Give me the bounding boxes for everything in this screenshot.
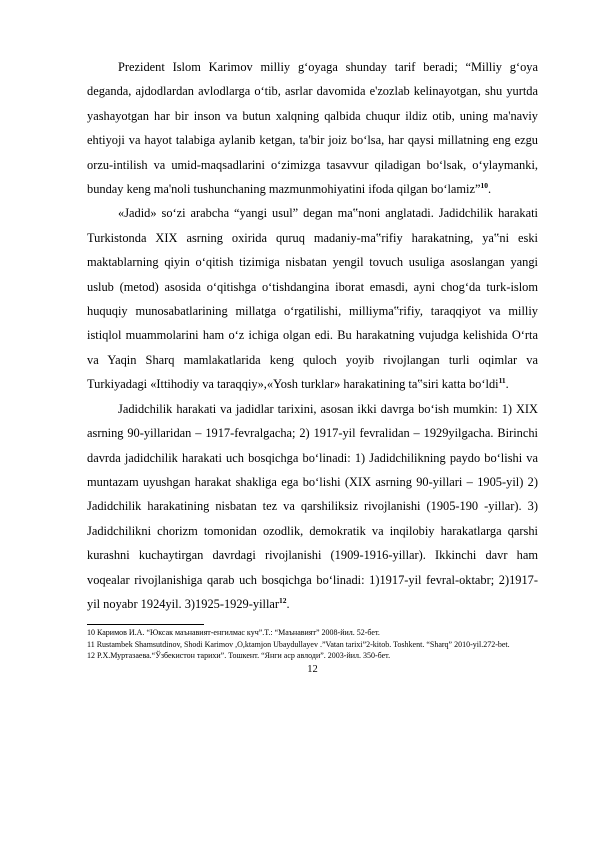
footnote-ref-10[interactable]: 10 <box>480 180 488 190</box>
paragraph-tail: . <box>286 596 290 611</box>
paragraph-milliy-goya <box>87 55 538 201</box>
footnote-ref-12[interactable]: 12 <box>279 595 287 605</box>
footnote-11: 11 Rustambek Shamsutdinov, Shodi Karimov ,O,ktamjon Ubaydullayev .”Vatan tarixi”2-kitob. Toshkent. “Sharq” 2010-yil.272-bet. <box>87 639 510 649</box>
page-number: 12 <box>307 663 318 675</box>
paragraph-jadid-definition <box>87 201 538 396</box>
paragraph-text: «Jadid» so‘zi arabcha “yangi usul” degan ma‟noni anglatadi. Jadidchilik harakati Turkistonda XIX asrning oxirida quruq madaniy-ma‟rifiy harakatning, ya‟ni eski maktablarning qiyin o‘qitish tizimiga nisbatan yengil tovuch usuliga asoslangan yangi uslub (metod) asosida o‘qitishga o‘tishdangina iborat emasdi, ayni chog‘da turk-islom huquqiy munosabatlarining millatga o‘rgatilishi, milliyma‟rifiy, taraqqiyot va milliy istiqlol muammolarini ham o‘z ichiga olgan edi. Bu harakatning vujudga kelishida O‘rta va Yaqin Sharq mamlakatlarida keng quloch yoyib rivojlangan turli oqimlar va Turkiyadagi «Ittihodiy va taraqqiy»,«Yosh turklar» harakatining ta‟siri katta bo‘ldi <box>87 206 538 392</box>
paragraph-tail: . <box>505 377 509 392</box>
document-page <box>87 0 538 676</box>
paragraph-jadid-periods <box>87 397 538 617</box>
paragraph-text: Jadidchilik harakati va jadidlar tarixini, asosan ikki davrga bo‘ish mumkin: 1) XIX asrning 90-yillaridan – 1917-fevralgacha; 2) 1917-yil fevralidan – 1929yilgacha. Birinchi davrda jadidchilik harakati uch bosqichga bo‘linadi: 1) Jadidchilikning paydo bo‘lishi va muntazam uyushgan harakat shakliga ega bo‘lishi (XIX asrning 90-yillari – 1905-yil) 2) Jadidchilik harakatining nisbatan tez va qarshiliksiz rivojlanishi (1905-190 -yillar). 3) Jadidchilikni chorizm tomonidan ozodlik, demokratik va inqilobiy harakatlarga qarshi kurashni kuchaytirgan davrdagi rivojlanishi (1909-1916-yillar). Ikkinchi davr ham voqealar rivojlanishiga qarab uch bosqichga bo‘linadi: 1)1917-yil fevral-oktabr; 2)1917-yil noyabr 1924yil. 3)1925-1929-yillar <box>87 401 538 611</box>
footnote-10: 10 Каримов И.А. “Юксак маънавият-енгилмас куч”.Т.: “Маънавият” 2008-йил. 52-бет. <box>87 628 380 638</box>
paragraph-tail: . <box>487 182 492 197</box>
footnote-separator <box>87 624 204 625</box>
footnote-ref-11[interactable]: 11 <box>498 376 506 386</box>
paragraph-text: Prezident Islom Karimov milliy g‘oyaga shunday tarif beradi; “Milliy g‘oya deganda, ajdodlardan avlodlarga o‘tib, asrlar davomida e'zozlab kelinayotgan, shu yurtda yashayotgan har bir inson va butun xalqning qalbida chuqur ildiz otib, uning ma'naviy ehtiyoji va hayot talabiga aylanib ketgan, ta'bir joiz bo‘lsa, har qaysi millatning eng ezgu orzu-intilish va umid-maqsadlarini o‘zimizga tasavvur qiladigan bo‘lsak, o‘ylaymanki, bunday keng ma'noli tushunchaning mazmunmohiyatini ifoda qilgan bo‘lamiz” <box>87 60 538 197</box>
footnote-12: 12 Р.Х.Муртазаева.“Ўзбекистон тарихи”. Тошкент. “Янги аср авлоди”. 2003-йил. 350-бет. <box>87 650 391 660</box>
